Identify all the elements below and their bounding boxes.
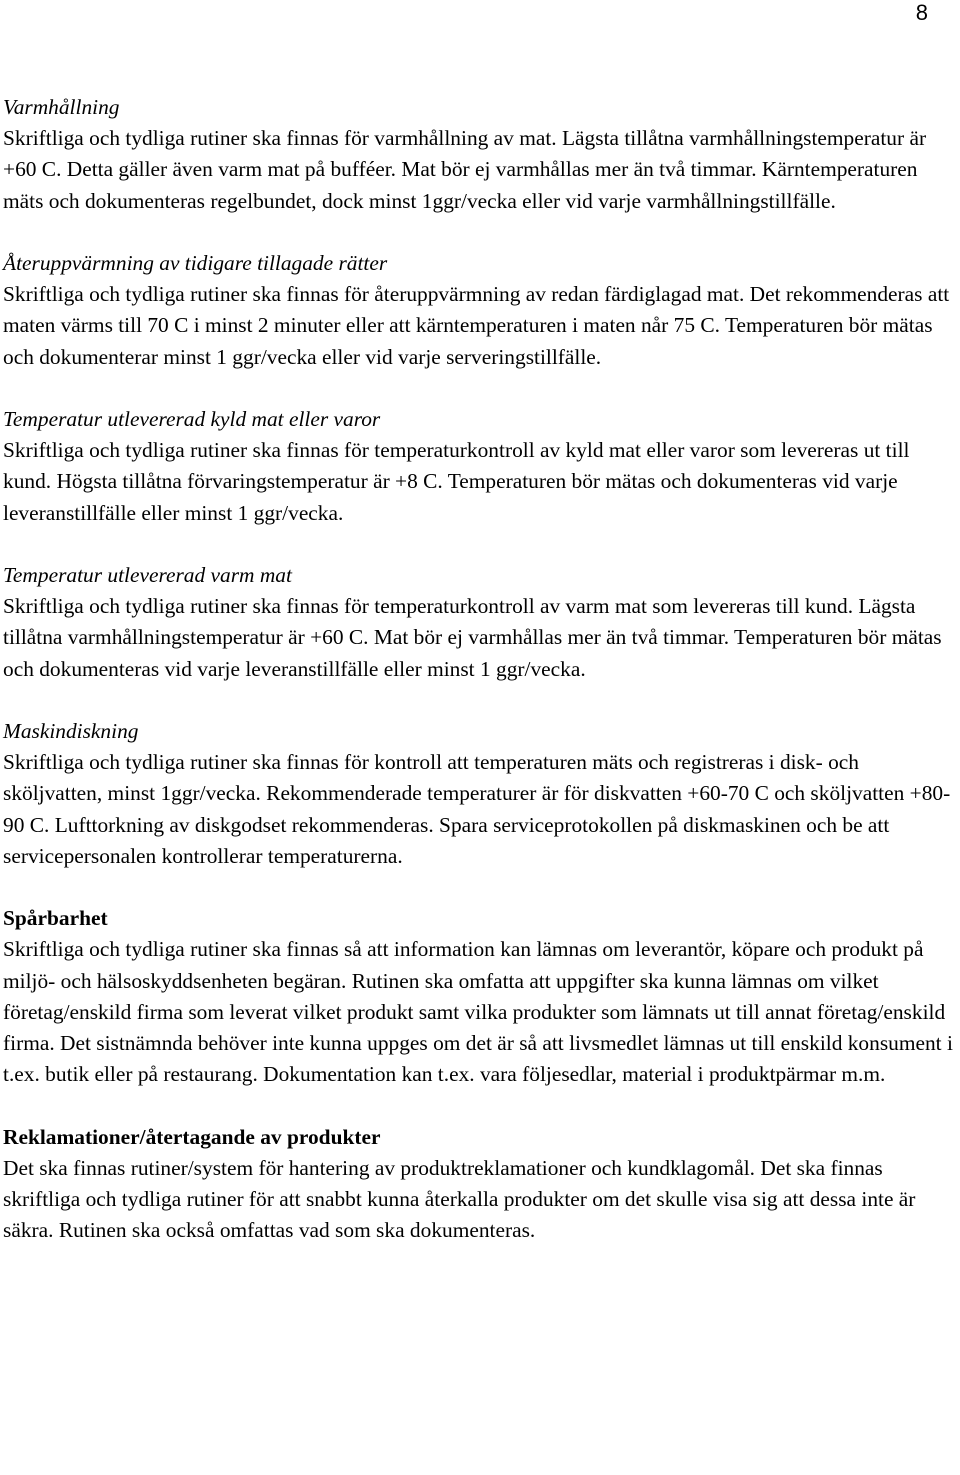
section-heading: Temperatur utlevererad kyld mat eller varor	[3, 407, 381, 431]
section-sparbarhet	[3, 903, 960, 1090]
section-text: Det ska finnas rutiner/system för hantering av produktreklamationer och kundklagomål. Det ska finnas skriftliga och tydliga rutiner för att snabbt kunna återkalla produkter om det skulle visa sig att dessa inte är säkra. Rutinen ska också omfattas vad som ska dokumenteras.	[3, 1155, 916, 1243]
section-text: Skriftliga och tydliga rutiner ska finnas för kontroll att temperaturen mäts och registreras i disk- och sköljvatten, minst 1ggr/vecka. Rekommenderade temperaturer är för diskvatten +60-70 C och sköljvatten +80-90 C. Lufttorkning av diskgodset rekommenderas. Spara serviceprotokollen på diskmaskinen och be att servicepersonalen kontrollerar temperaturerna.	[3, 750, 951, 868]
section-text: Skriftliga och tydliga rutiner ska finnas för temperaturkontroll av kyld mat eller varor som levereras ut till kund. Högsta tillåtna förvaringstemperatur är +8 C. Temperaturen bör mätas och dokumenteras vid varje leveranstillfälle eller minst 1 ggr/vecka.	[3, 438, 910, 525]
section-heading: Spårbarhet	[3, 906, 108, 931]
document-body	[3, 92, 960, 1278]
section-heading: Temperatur utlevererad varm mat	[3, 563, 292, 587]
section-text: Skriftliga och tydliga rutiner ska finnas för temperaturkontroll av varm mat som levereras till kund. Lägsta tillåtna varmhållningstemperatur är +60 C. Mat bör ej varmhållas mer än två timmar. Temperaturen bör mätas och dokumenteras vid varje leveranstillfälle eller minst 1 ggr/vecka.	[3, 594, 942, 681]
section-heading: Varmhållning	[3, 95, 120, 119]
section-kyld-mat	[3, 404, 960, 529]
section-ateruppvarmning	[3, 248, 960, 373]
section-text: Skriftliga och tydliga rutiner ska finnas så att information kan lämnas om leverantör, köpare och produkt på miljö- och hälsoskyddsenheten begäran. Rutinen ska omfatta att uppgifter ska kunna lämnas om vilket företag/enskild firma som leverat vilket produkt samt vilka produkter som lämnats ut till annat företag/enskild firma. Det sistnämnda behöver inte kunna uppges om det är så att livsmedlet lämnas ut till enskild konsument i t.ex. butik eller på restaurang. Dokumentation kan t.ex. vara följesedlar, material i produktpärmar m.m.	[3, 937, 953, 1087]
page-number: 8	[915, 0, 928, 25]
section-heading: Reklamationer/återtagande av produkter	[3, 1124, 381, 1149]
section-varmhallning	[3, 92, 960, 217]
section-text: Skriftliga och tydliga rutiner ska finnas för återuppvärmning av redan färdiglagad mat. Det rekommenderas att maten värms till 70 C i minst 2 minuter eller att kärntemperaturen i maten når 75 C. Temperaturen bör mätas och dokumenterar minst 1 ggr/vecka eller vid varje serveringstillfälle.	[3, 282, 950, 369]
section-text: Skriftliga och tydliga rutiner ska finnas för varmhållning av mat. Lägsta tillåtna varmhållningstemperatur är +60 C. Detta gäller även varm mat på bufféer. Mat bör ej varmhållas mer än två timmar. Kärntemperaturen mäts och dokumenteras regelbundet, dock minst 1ggr/vecka eller vid varje varmhållningstillfälle.	[3, 126, 927, 213]
section-reklamationer	[3, 1122, 960, 1247]
section-heading: Maskindiskning	[3, 719, 139, 743]
section-heading: Återuppvärmning av tidigare tillagade rätter	[3, 251, 388, 275]
section-maskindiskning	[3, 716, 960, 872]
section-varm-mat	[3, 560, 960, 685]
